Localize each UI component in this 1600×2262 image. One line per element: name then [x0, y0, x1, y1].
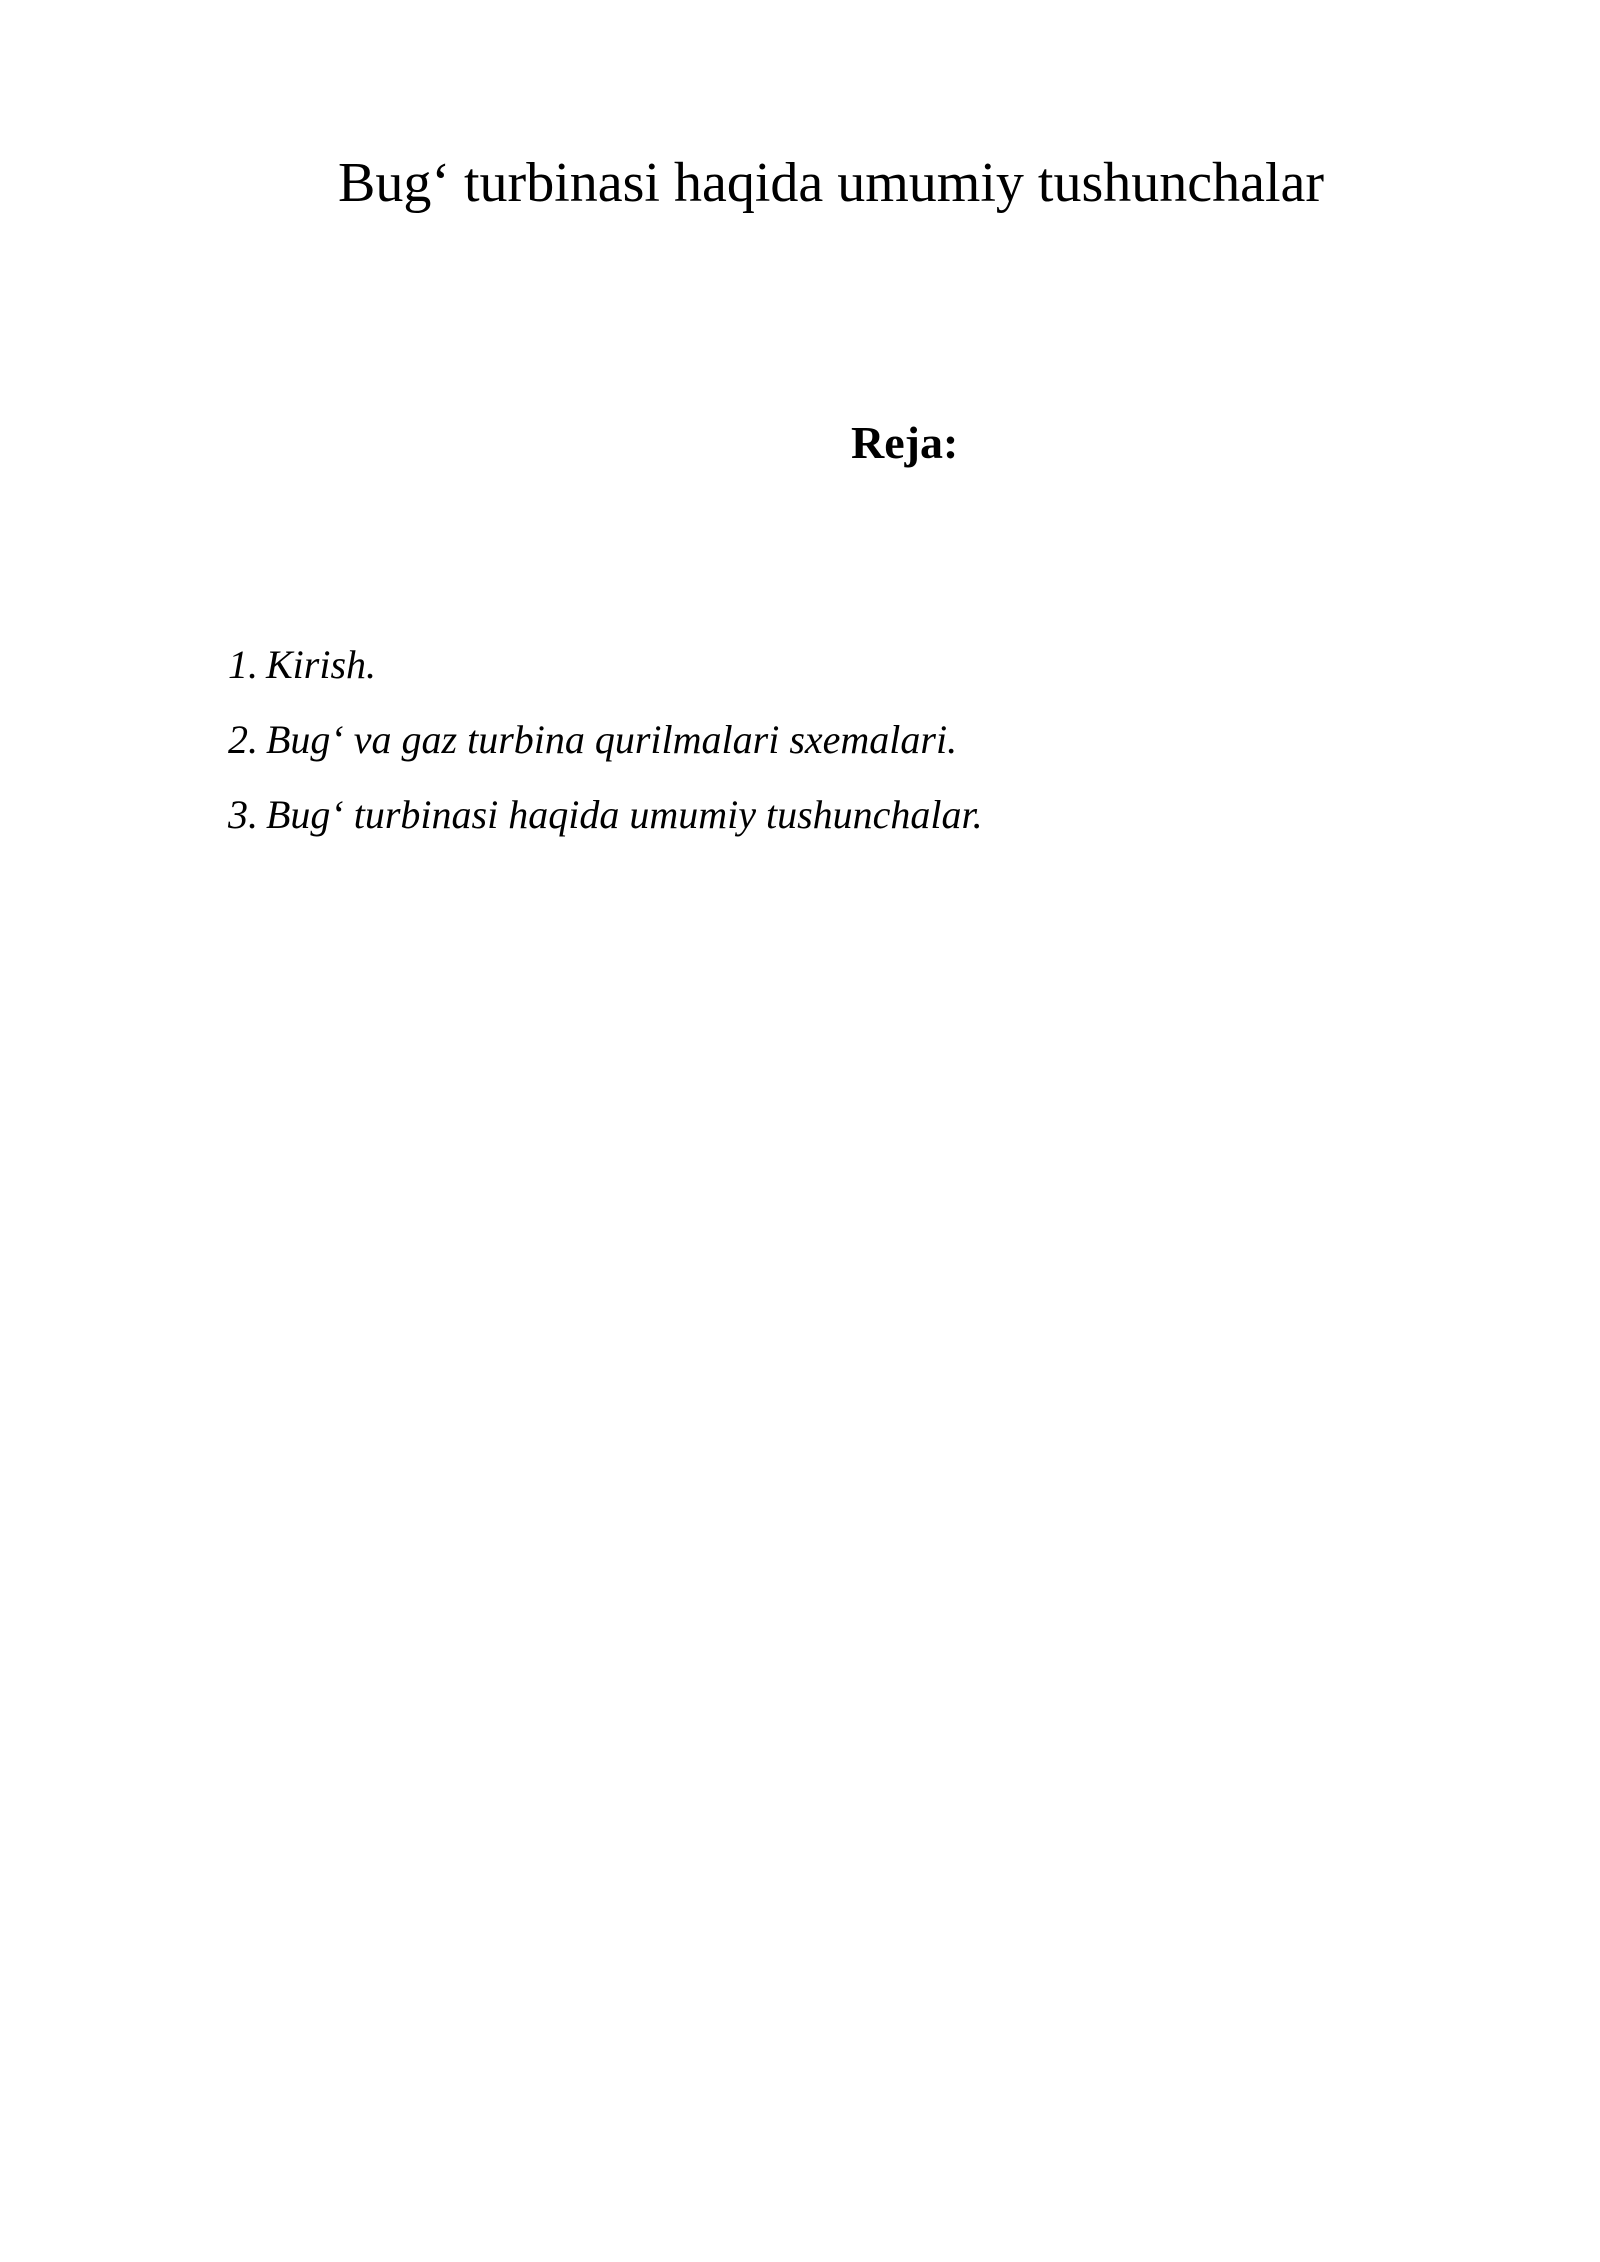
- plan-list: [228, 627, 983, 852]
- plan-item-3: [228, 777, 983, 852]
- plan-item-number: 3.: [228, 792, 258, 837]
- plan-item-text: Bug‘ va gaz turbina qurilmalari sxemalari.: [266, 717, 958, 762]
- plan-heading: Reja:: [851, 417, 959, 468]
- plan-item-text: Kirish.: [266, 642, 377, 687]
- plan-item-number: 1.: [228, 642, 258, 687]
- plan-item-2: [228, 702, 983, 777]
- plan-item-text: Bug‘ turbinasi haqida umumiy tushunchalar.: [266, 792, 983, 837]
- document-title: Bug‘ turbinasi haqida umumiy tushunchalar: [338, 152, 1325, 214]
- plan-item-number: 2.: [228, 717, 258, 762]
- plan-item-1: [228, 627, 983, 702]
